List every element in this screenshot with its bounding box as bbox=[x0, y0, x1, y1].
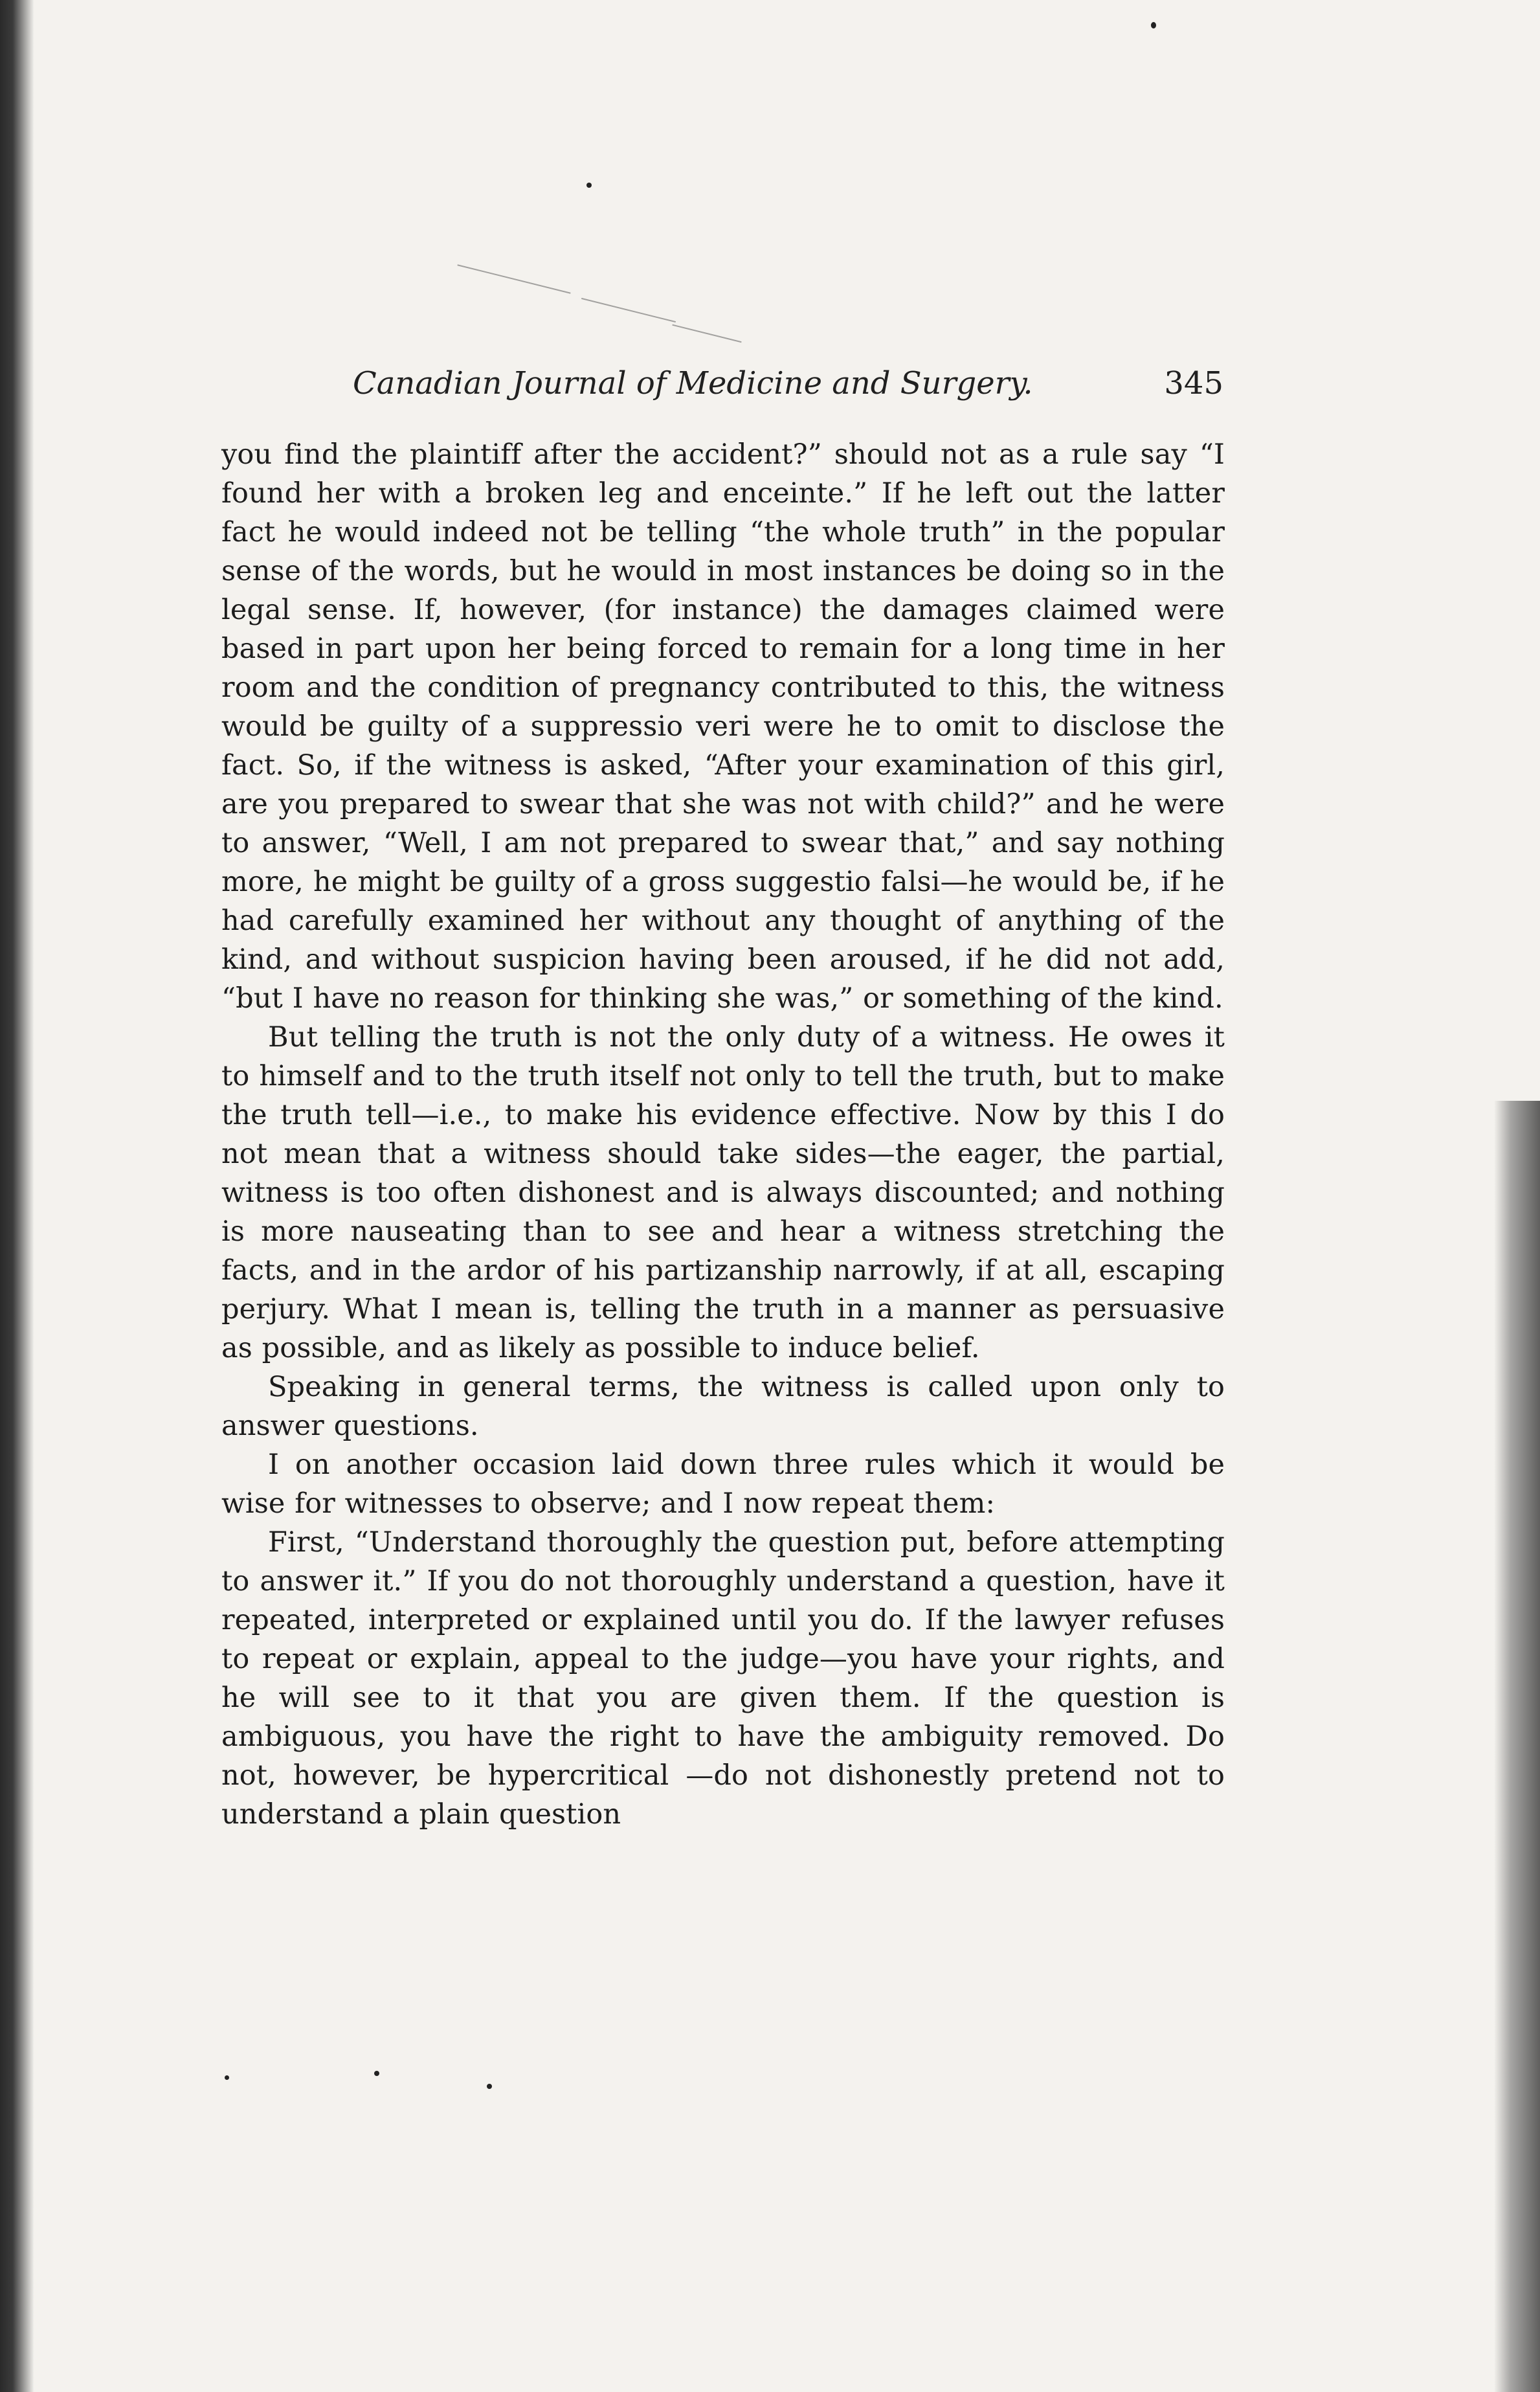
left-binding-edge bbox=[0, 0, 34, 2392]
page-header bbox=[223, 357, 1223, 413]
paragraph-1: you find the plaintiff after the accident?” should not as a rule say “I found her with a broken leg and enceinte.” If he left out the latter fact he would indeed not be telling “the whole truth” in the popular sense of the words, but he would in most instances be doing so in the legal sense. If, however, (for instance) the damages claimed were based in part upon her being forced to remain for a long time in her room and the condition of pregnancy contributed to this, the witness would be guilty of a suppressio veri were he to omit to disclose the fact. So, if the witness is asked, “After your examination of this girl, are you prepared to swear that she was not with child?” and he were to answer, “Well, I am not prepared to swear that,” and say nothing more, he might be guilty of a gross suggestio falsi—he would be, if he had carefully examined her without any thought of anything of the kind, and without suspicion having been aroused, if he did not add, “but I have no reason for thinking she was,” or something of the kind. bbox=[221, 438, 1225, 1015]
paragraph-2: But telling the truth is not the only duty of a witness. He owes it to himself and to the truth itself not only to tell the truth, but to make the truth tell—i.e., to make his evidence effective. Now by this I do not mean that a witness should take sides—the eager, the partial, witness is too often dishonest and is always discounted; and nothing is more nauseating than to see and hear a witness stretching the facts, and in the ardor of his partizanship narrowly, if at all, escaping perjury. What I mean is, telling the truth in a manner as persuasive as possible, and as likely as possible to induce belief. bbox=[221, 1021, 1225, 1364]
speck-mark bbox=[374, 2071, 379, 2076]
speck-mark bbox=[487, 2084, 492, 2089]
page-number: 345 bbox=[1164, 365, 1223, 401]
paragraph-4: I on another occasion laid down three rules which it would be wise for witnesses to observe; and I now repeat them: bbox=[221, 1449, 1225, 1520]
speck-mark bbox=[586, 183, 592, 188]
paragraph-3: Speaking in general terms, the witness is called upon only to answer questions. bbox=[221, 1371, 1225, 1442]
scan-smear bbox=[581, 298, 676, 322]
article-body bbox=[221, 435, 1225, 1834]
paragraph-5: First, “Understand thoroughly the question put, before attempting to answer it.” If you do not thoroughly understand a question, have it repeated, interpreted or explained until you do. If the lawyer refuses to repeat or explain, appeal to the judge—you have your rights, and he will see to it that you are given them. If the question is ambiguous, you have the right to have the ambiguity removed. Do not, however, be hypercritical —do not dishonestly pretend not to understand a plain question bbox=[221, 1526, 1225, 1831]
speck-mark bbox=[225, 2075, 229, 2080]
running-title: Canadian Journal of Medicine and Surgery. bbox=[353, 365, 1033, 401]
scan-smear bbox=[457, 264, 570, 293]
speck-mark bbox=[1151, 22, 1156, 28]
scan-smear bbox=[672, 324, 741, 343]
right-page-edge bbox=[1495, 1101, 1540, 2392]
